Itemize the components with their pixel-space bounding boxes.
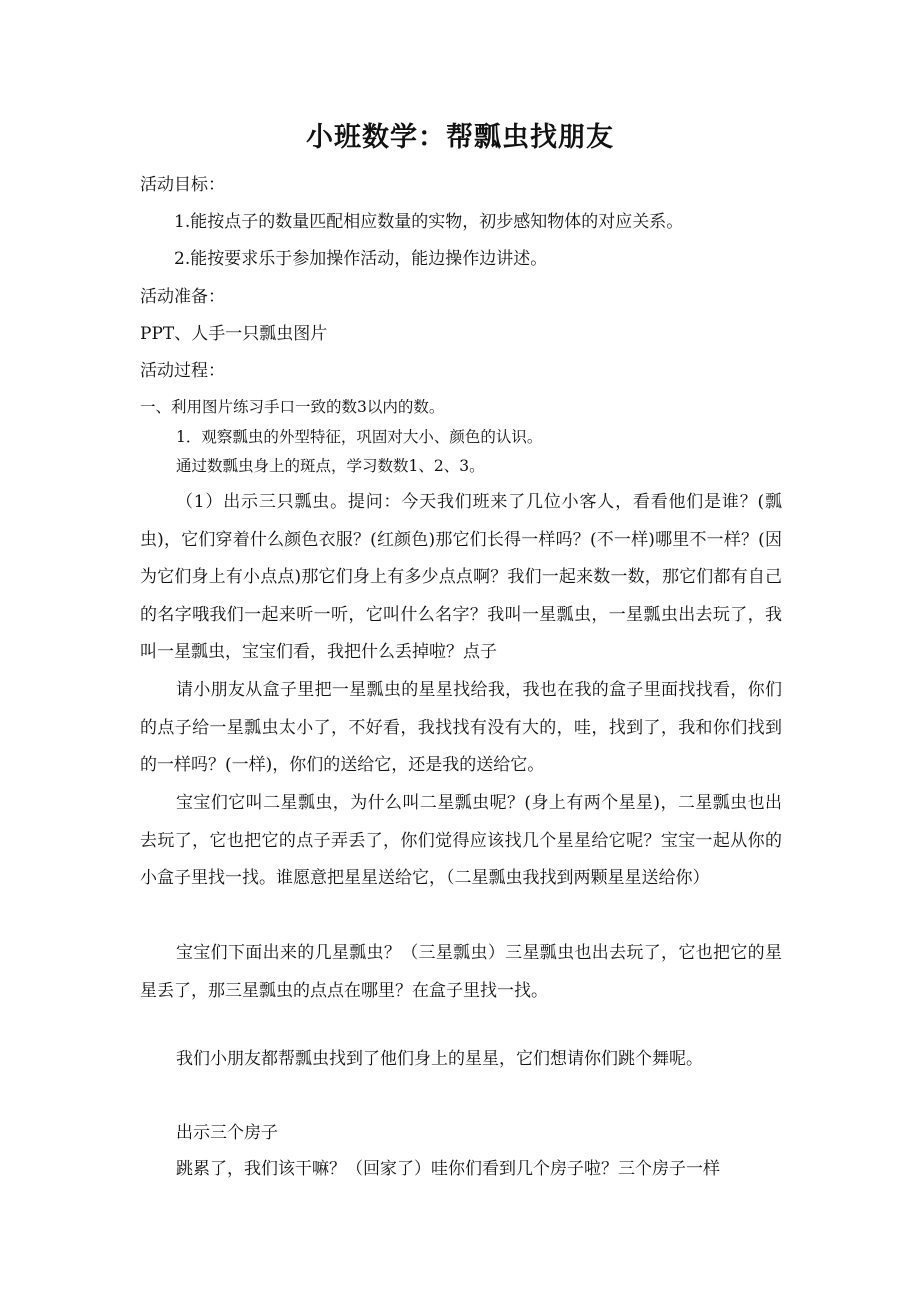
goals-heading: 活动目标： bbox=[140, 175, 225, 195]
prep-text: PPT、人手一只瓢虫图片 bbox=[140, 324, 328, 344]
paragraph-7: 跳累了，我们该干嘛？（回家了）哇你们看到几个房子啦？三个房子一样 bbox=[176, 1159, 720, 1179]
paragraph-6: 出示三个房子 bbox=[176, 1123, 278, 1143]
paragraph-4: 宝宝们下面出来的几星瓢虫？（三星瓢虫）三星瓢虫也出去玩了，它也把它的星星丢了，那三星瓢虫的点点在哪里？在盒子里找一找。 bbox=[140, 943, 782, 1001]
section-heading-1: 一、利用图片练习手口一致的数3以内的数。 bbox=[140, 398, 445, 416]
prep-heading: 活动准备： bbox=[140, 287, 225, 307]
step-1: 1．观察瓢虫的外型特征，巩固对大小、颜色的认识。 bbox=[176, 428, 543, 446]
paragraph-5: 我们小朋友都帮瓢虫找到了他们身上的星星，它们想请你们跳个舞呢。 bbox=[176, 1049, 703, 1069]
paragraph-2: 请小朋友从盒子里把一星瓢虫的星星找给我，我也在我的盒子里面找找看，你们的点子给一星瓢虫太小了，不好看，我找找有没有大的，哇，找到了，我和你们找到的一样吗？(一样)，你们的送给它，还是我的送给它。 bbox=[140, 680, 782, 775]
process-heading: 活动过程： bbox=[140, 361, 225, 381]
document-title: 小班数学：帮瓢虫找朋友 bbox=[306, 122, 614, 153]
step-1-detail: 通过数瓢虫身上的斑点，学习数数1、2、3。 bbox=[176, 457, 485, 475]
paragraph-3: 宝宝们它叫二星瓢虫，为什么叫二星瓢虫呢？(身上有两个星星)，二星瓢虫也出去玩了，它也把它的点子弄丢了，你们觉得应该找几个星星给它呢？宝宝一起从你的小盒子里找一找。谁愿意把星星送给它，（二星瓢虫我找到两颗星星送给你） bbox=[140, 793, 782, 888]
paragraph-1: （1）出示三只瓢虫。提问：今天我们班来了几位小客人，看看他们是谁？(瓢虫)，它们穿着什么颜色衣服？(红颜色)那它们长得一样吗？(不一样)哪里不一样？(因为它们身上有小点点)那它们身上有多少点点啊？我们一起来数一数，那它们都有自己的名字哦我们一起来听一听，它叫什么名字？我叫一星瓢虫，一星瓢虫出去玩了，我叫一星瓢虫，宝宝们看，我把什么丢掉啦？点子 bbox=[140, 492, 782, 662]
goal-item-2: 2.能按要求乐于参加操作活动，能边操作边讲述。 bbox=[174, 249, 548, 269]
goal-item-1: 1.能按点子的数量匹配相应数量的实物，初步感知物体的对应关系。 bbox=[174, 212, 684, 232]
